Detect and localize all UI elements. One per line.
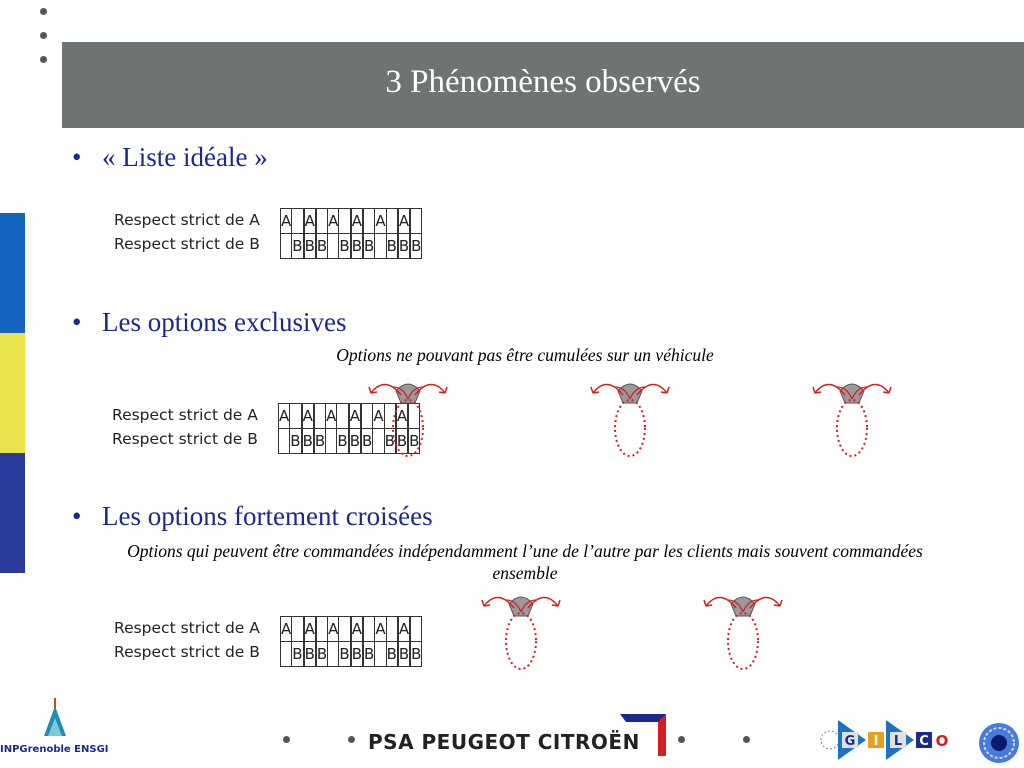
inp-grenoble-label: INPGrenoble ENSGI — [0, 744, 109, 755]
sequence-cell — [292, 617, 303, 642]
sequence-cell: B — [384, 429, 395, 454]
dot — [40, 32, 47, 39]
exclusion-arrows-icon — [807, 381, 897, 461]
sequence-cell: B — [386, 234, 397, 259]
sequence-cell — [337, 404, 348, 429]
sequence-cell: A — [375, 617, 386, 642]
sequence-cell: B — [411, 234, 422, 259]
top-left-dots — [40, 8, 52, 80]
title-bar — [62, 42, 1024, 128]
row-label: Respect strict de A — [114, 211, 260, 229]
sequence-cell — [316, 209, 327, 234]
row-label: Respect strict de B — [114, 235, 260, 253]
row-b — [281, 642, 422, 667]
sequence-cell: A — [351, 617, 362, 642]
sequence-cell: B — [351, 642, 362, 667]
sequence-cell: A — [375, 209, 386, 234]
dot — [40, 8, 47, 15]
sequence-cell — [328, 642, 339, 667]
sequence-cell — [411, 209, 422, 234]
sequence-grid — [280, 616, 422, 667]
sequence-cell — [281, 234, 292, 259]
section-note-exclusive: Options ne pouvant pas être cumulées sur un véhicule — [336, 345, 714, 365]
sequence-cell: B — [339, 234, 350, 259]
row-label: Respect strict de A — [112, 406, 258, 424]
sequence-cell: A — [304, 617, 315, 642]
exclusion-arrows-icon — [698, 594, 788, 674]
gilco-letter: I — [873, 734, 879, 749]
sequence-cell: A — [398, 617, 409, 642]
row-label: Respect strict de A — [114, 619, 260, 637]
sequence-grid — [280, 208, 422, 259]
sequence-cell — [386, 617, 397, 642]
section-heading-exclusive — [72, 307, 346, 338]
sequence-cell: A — [302, 404, 313, 429]
sequence-cell: B — [364, 234, 375, 259]
sequence-cell — [411, 617, 422, 642]
sequence-cell: A — [326, 404, 337, 429]
footer-dot — [283, 736, 290, 743]
sequence-cell: B — [364, 642, 375, 667]
exclusion-arrows-icon — [363, 381, 453, 461]
sequence-cell: A — [279, 404, 290, 429]
sequence-cell: B — [290, 429, 301, 454]
inp-grenoble-logo — [0, 698, 90, 768]
psa-label: PSA PEUGEOT CITROËN — [368, 730, 640, 754]
sequence-cell — [328, 234, 339, 259]
row-labels — [114, 616, 274, 664]
sequence-cell: B — [292, 642, 303, 667]
sequence-cell: B — [396, 429, 407, 454]
footer-dot — [678, 736, 685, 743]
row-a — [281, 209, 422, 234]
sequence-cell: A — [398, 209, 409, 234]
bullet-dot: • — [72, 501, 82, 531]
sequence-cell: A — [281, 617, 292, 642]
sequence-cell: A — [349, 404, 360, 429]
sequence-cell: B — [398, 234, 409, 259]
gilco-logo — [820, 712, 954, 768]
sequence-cell: B — [386, 642, 397, 667]
sequence-cell — [326, 429, 337, 454]
sequence-cell: A — [373, 404, 384, 429]
sequence-cell: B — [409, 429, 420, 454]
row-label: Respect strict de B — [114, 643, 260, 661]
side-strip-yellow — [0, 333, 25, 453]
sequence-cell — [364, 209, 375, 234]
slide-title: 3 Phénomènes observés — [385, 64, 701, 100]
sequence-cell — [386, 209, 397, 234]
bullet-dot: • — [72, 307, 82, 337]
sequence-cell: A — [281, 209, 292, 234]
sequence-cell: B — [351, 234, 362, 259]
sequence-cell: B — [411, 642, 422, 667]
sequence-cell: B — [349, 429, 360, 454]
gilco-letter: L — [893, 734, 903, 749]
bullet-dot: • — [72, 142, 82, 172]
sequence-cell: A — [396, 404, 407, 429]
sequence-cell: B — [304, 642, 315, 667]
sequence-cell: B — [398, 642, 409, 667]
row-labels — [114, 208, 274, 256]
footer-dot — [348, 736, 355, 743]
gilco-letter: O — [935, 732, 949, 750]
sequence-cell: B — [316, 642, 327, 667]
section-heading-text: « Liste idéale » — [102, 142, 268, 172]
gilco-letter: G — [844, 734, 856, 749]
sequence-cell: A — [328, 209, 339, 234]
sequence-cell — [364, 617, 375, 642]
sequence-cell — [375, 642, 386, 667]
side-strip-navy — [0, 453, 25, 573]
sequence-cell — [281, 642, 292, 667]
footer-dot — [743, 736, 750, 743]
exclusion-arrows-icon — [585, 381, 675, 461]
row-label: Respect strict de B — [112, 430, 258, 448]
side-strip-blue — [0, 213, 25, 333]
exclusion-arrows-icon — [476, 594, 566, 674]
sequence-cell: B — [316, 234, 327, 259]
round-logo — [978, 722, 1020, 764]
row-a — [281, 617, 422, 642]
sequence-cell: A — [304, 209, 315, 234]
sequence-cell: B — [362, 429, 373, 454]
dot — [40, 56, 47, 63]
sequence-cell — [339, 617, 350, 642]
sequence-cell: B — [292, 234, 303, 259]
section-heading-text: Les options exclusives — [102, 307, 347, 337]
section-heading-ideal-list — [72, 142, 268, 173]
sequence-cell — [339, 209, 350, 234]
section-heading-crossed — [72, 501, 433, 532]
sequence-cell: B — [337, 429, 348, 454]
sequence-cell: B — [314, 429, 325, 454]
sequence-cell — [314, 404, 325, 429]
sequence-cell — [290, 404, 301, 429]
sequence-cell — [316, 617, 327, 642]
sequence-cell: B — [302, 429, 313, 454]
sequence-cell: A — [351, 209, 362, 234]
sequence-cell — [279, 429, 290, 454]
sequence-cell — [375, 234, 386, 259]
section-heading-text: Les options fortement croisées — [102, 501, 433, 531]
sequence-cell: B — [304, 234, 315, 259]
sequence-cell: B — [339, 642, 350, 667]
psa-logo — [620, 712, 668, 758]
sequence-cell — [292, 209, 303, 234]
row-b — [281, 234, 422, 259]
sequence-cell: A — [328, 617, 339, 642]
row-labels — [112, 403, 272, 451]
gilco-letter: C — [919, 734, 929, 749]
section-note-crossed: Options qui peuvent être commandées indépendamment l’une de l’autre par les clients mais souvent commandées ensemble — [127, 541, 923, 583]
